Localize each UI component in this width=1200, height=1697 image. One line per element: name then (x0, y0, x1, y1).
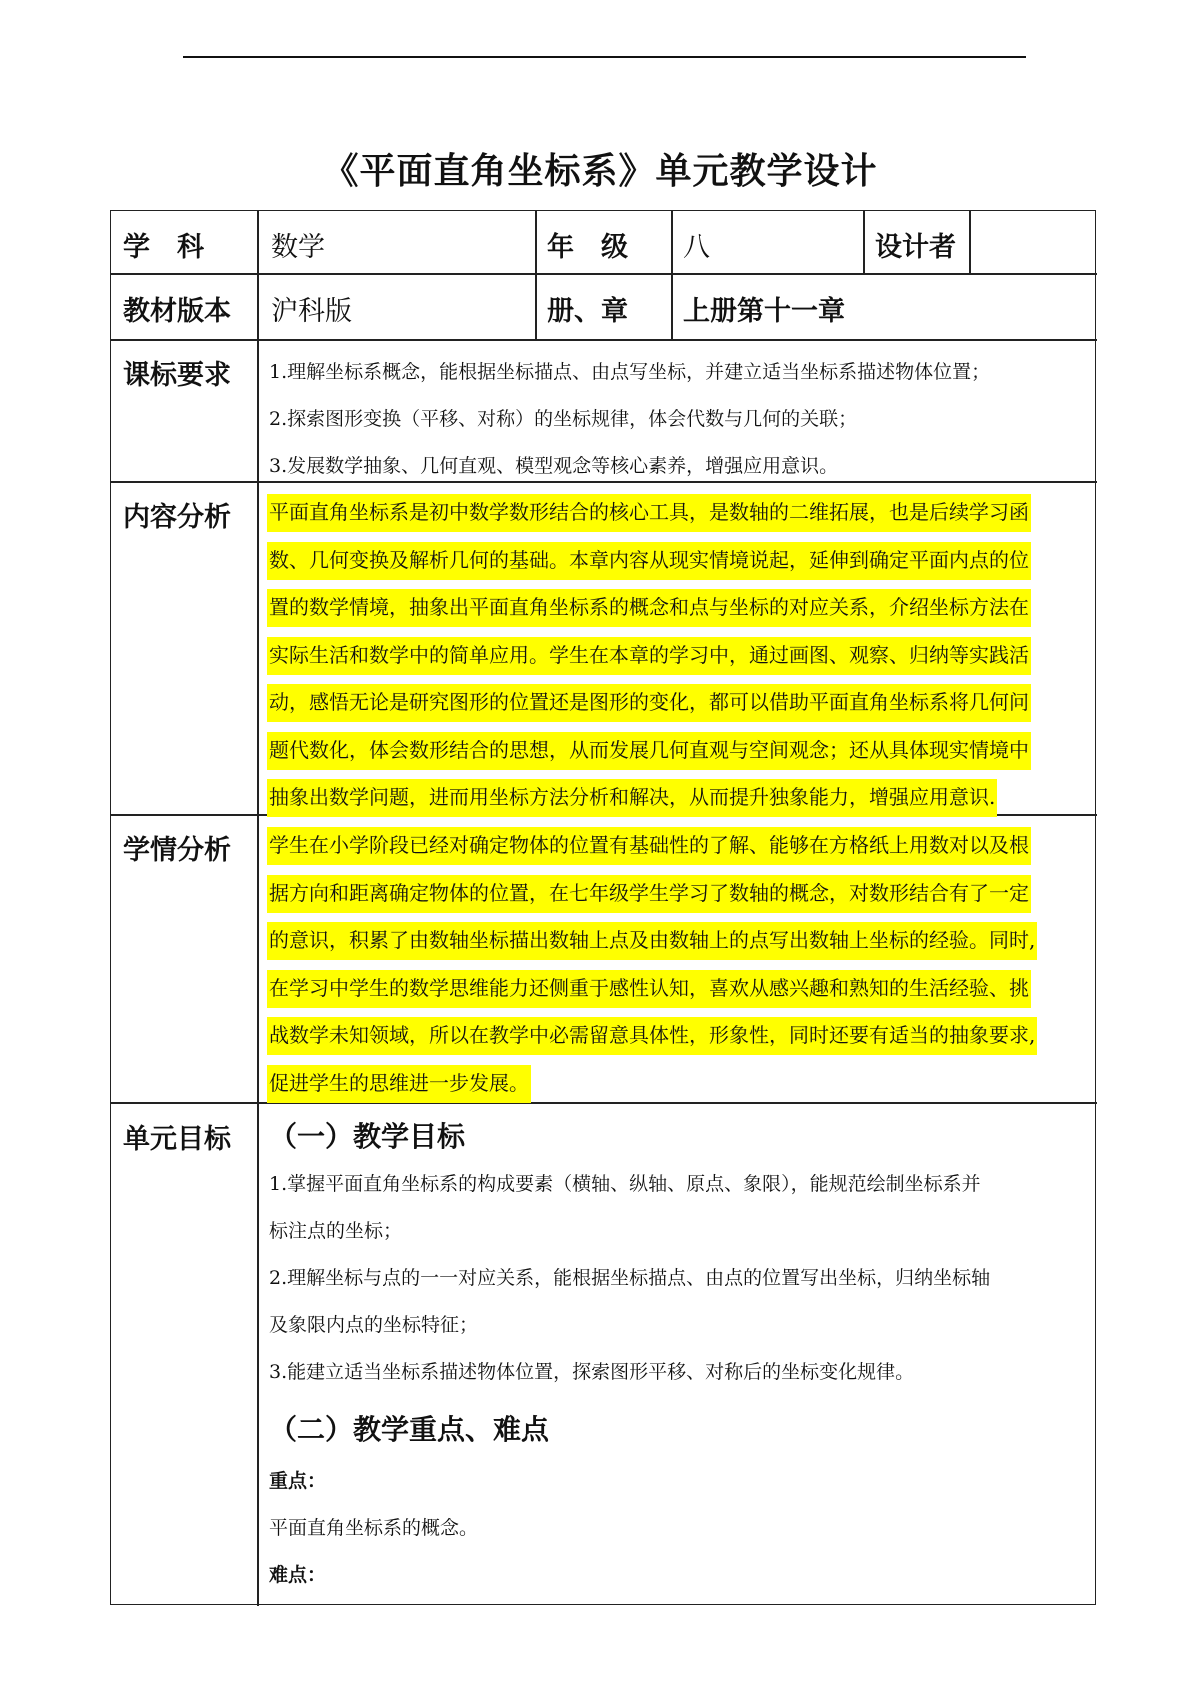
teaching-objectives-heading: （一）教学目标 (269, 1120, 466, 1153)
highlighted-line: 战数学未知领域，所以在教学中必需留意具体性，形象性，同时还要有适当的抽象要求, (267, 1017, 1037, 1055)
student-analysis-text (267, 822, 1097, 1107)
grade-label: 年 级 (547, 232, 628, 263)
design-table (110, 210, 1096, 1605)
column-divider (671, 211, 673, 339)
list-item: 3.发展数学抽象、几何直观、模型观念等核心素养，增强应用意识。 (269, 455, 839, 477)
key-point-label: 重点： (269, 1470, 327, 1492)
highlighted-line: 实际生活和数学中的简单应用。学生在本章的学习中，通过画图、观察、归纳等实践活 (267, 637, 1031, 675)
key-difficulty-heading: （二）教学重点、难点 (269, 1413, 550, 1446)
subject-value: 数学 (271, 232, 325, 263)
highlighted-line: 平面直角坐标系是初中数学数形结合的核心工具，是数轴的二维拓展，也是后续学习函 (267, 494, 1031, 532)
highlighted-line: 抽象出数学问题，进而用坐标方法分析和解决，从而提升独象能力，增强应用意识. (267, 779, 997, 817)
highlighted-line: 题代数化，体会数形结合的思想，从而发展几何直观与空间观念；还从具体现实情境中 (267, 732, 1031, 770)
column-divider (969, 211, 971, 273)
curriculum-list (269, 349, 1095, 490)
subject-label: 学 科 (123, 232, 204, 263)
key-point-text: 平面直角坐标系的概念。 (269, 1517, 479, 1539)
unit-goals-label: 单元目标 (123, 1124, 231, 1155)
unit-goals-content (269, 1111, 1095, 1601)
list-item: 2.探索图形变换（平移、对称）的坐标规律，体会代数与几何的关联； (269, 408, 858, 430)
highlighted-line: 学生在小学阶段已经对确定物体的位置有基础性的了解、能够在方格纸上用数对以及根 (267, 827, 1031, 865)
highlighted-line: 置的数学情境，抽象出平面直角坐标系的概念和点与坐标的对应关系，介绍坐标方法在 (267, 589, 1031, 627)
list-item: 标注点的坐标； (269, 1220, 403, 1242)
column-divider (863, 211, 865, 273)
difficulty-label: 难点： (269, 1564, 327, 1586)
row-divider (111, 273, 1097, 275)
list-item: 及象限内点的坐标特征； (269, 1314, 479, 1336)
content-analysis-label: 内容分析 (123, 502, 231, 533)
list-item: 2.理解坐标与点的一一对应关系，能根据坐标描点、由点的位置写出坐标，归纳坐标轴 (269, 1267, 991, 1289)
highlighted-line: 促进学生的思维进一步发展。 (267, 1065, 531, 1103)
grade-value: 八 (683, 232, 710, 263)
chapter-label: 册、章 (547, 296, 628, 327)
chapter-value: 上册第十一章 (683, 296, 845, 327)
document-title: 《平面直角坐标系》单元教学设计 (322, 151, 878, 192)
highlighted-line: 据方向和距离确定物体的位置，在七年级学生学习了数轴的概念，对数形结合有了一定 (267, 875, 1031, 913)
highlighted-line: 数、几何变换及解析几何的基础。本章内容从现实情境说起，延伸到确定平面内点的位 (267, 542, 1031, 580)
curriculum-label: 课标要求 (123, 360, 231, 391)
highlighted-line: 的意识，积累了由数轴坐标描出数轴上点及由数轴上的点写出数轴上坐标的经验。同时, (267, 922, 1037, 960)
edition-label: 教材版本 (123, 296, 231, 327)
list-item: 1.理解坐标系概念，能根据坐标描点、由点写坐标，并建立适当坐标系描述物体位置； (269, 361, 991, 383)
highlighted-line: 动，感悟无论是研究图形的位置还是图形的变化，都可以借助平面直角坐标系将几何问 (267, 684, 1031, 722)
list-item: 3.能建立适当坐标系描述物体位置，探索图形平移、对称后的坐标变化规律。 (269, 1361, 915, 1383)
content-analysis-text (267, 489, 1097, 822)
column-divider (535, 211, 537, 339)
edition-value: 沪科版 (271, 296, 352, 327)
label-column-divider (257, 211, 259, 1606)
list-item: 1.掌握平面直角坐标系的构成要素（横轴、纵轴、原点、象限），能规范绘制坐标系并 (269, 1173, 981, 1195)
header-rule (183, 56, 1026, 58)
designer-label: 设计者 (875, 232, 956, 263)
highlighted-line: 在学习中学生的数学思维能力还侧重于感性认知，喜欢从感兴趣和熟知的生活经验、挑 (267, 970, 1031, 1008)
student-analysis-label: 学情分析 (123, 835, 231, 866)
row-divider (111, 339, 1097, 341)
